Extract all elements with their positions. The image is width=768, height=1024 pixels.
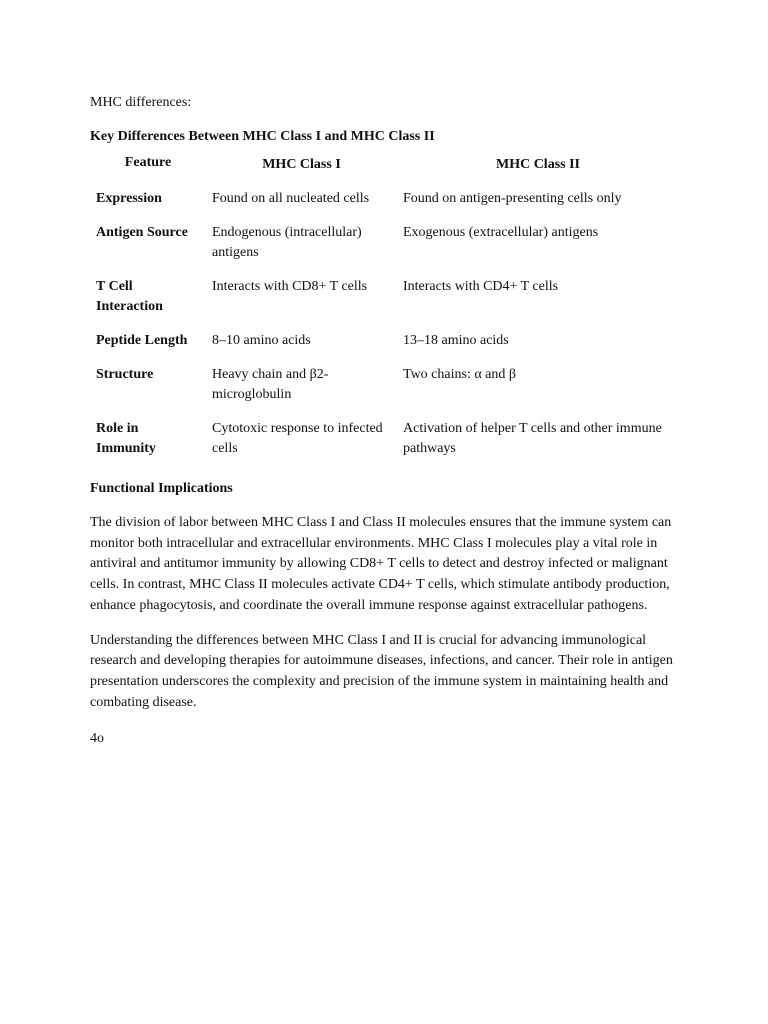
row-class1: Heavy chain and β2-microglobulin — [212, 367, 329, 402]
table-row — [90, 331, 679, 365]
row-class2: 13–18 amino acids — [403, 333, 509, 348]
row-class1: Endogenous (intracellular) antigens — [212, 225, 362, 260]
row-class2: Found on antigen-presenting cells only — [403, 191, 622, 206]
row-feature: T Cell Interaction — [96, 279, 163, 314]
intro-text: MHC differences: — [90, 95, 192, 110]
table-row — [90, 419, 679, 473]
row-feature: Role in Immunity — [96, 421, 156, 456]
row-class2: Exogenous (extracellular) antigens — [403, 225, 599, 240]
row-class2: Activation of helper T cells and other immune pathways — [403, 421, 662, 456]
row-class2: Two chains: α and β — [403, 367, 517, 382]
header-mhc-class-1: MHC Class I — [262, 157, 341, 172]
row-class1: Interacts with CD8+ T cells — [212, 279, 368, 294]
paragraph: Understanding the differences between MHC Class I and II is crucial for advancing immunological research and developing therapies for autoimmune diseases, infections, and cancer. Their role in antigen presentation underscores the complexity and precision of the immune system in maintaining health and combating disease. — [90, 632, 673, 710]
row-feature: Antigen Source — [96, 225, 188, 240]
table-title: Key Differences Between MHC Class I and MHC Class II — [90, 129, 435, 144]
document-body — [90, 93, 680, 749]
row-class2: Interacts with CD4+ T cells — [403, 279, 559, 294]
row-feature: Expression — [96, 191, 162, 206]
header-mhc-class-2: MHC Class II — [495, 157, 580, 172]
table-header-row — [90, 153, 679, 189]
comparison-table — [90, 153, 679, 473]
section-heading: Functional Implications — [90, 481, 233, 496]
table-row — [90, 277, 679, 331]
row-class1: Cytotoxic response to infected cells — [212, 421, 383, 456]
row-class1: Found on all nucleated cells — [212, 191, 370, 206]
row-feature: Structure — [96, 367, 154, 382]
table-row — [90, 365, 679, 419]
row-feature: Peptide Length — [96, 333, 188, 348]
table-row — [90, 189, 679, 223]
table-row — [90, 223, 679, 277]
paragraph: The division of labor between MHC Class I and Class II molecules ensures that the immune system can monitor both intracellular and extracellular environments. MHC Class I molecules play a vital role in antiviral and antitumor immunity by allowing CD8+ T cells to detect and destroy infected or malignant cells. In contrast, MHC Class II molecules activate CD4+ T cells, which stimulate antibody production, enhance phagocytosis, and coordinate the overall immune response against extracellular pathogens. — [90, 515, 672, 613]
footer-note: 4o — [90, 731, 104, 747]
row-class1: 8–10 amino acids — [212, 333, 311, 348]
header-feature: Feature — [124, 155, 172, 170]
